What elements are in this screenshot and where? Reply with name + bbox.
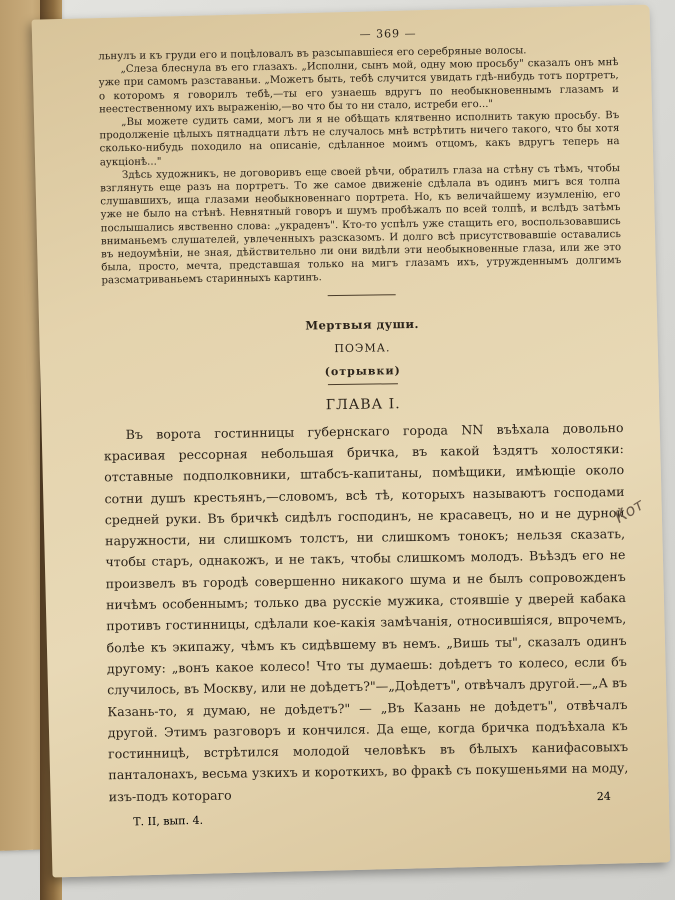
section-title: Мертвыя души. — [305, 316, 420, 333]
paragraph: Здѣсь художникъ, не договоривъ еще своей рѣчи, обратилъ глаза на стѣну съ тѣмъ, чтобы взглянуть еще разъ на портретъ. То же самое движеніе сдѣлала въ одинъ мигъ вся толпа слушавшихъ, ища глазами необыкновеннаго портрета. Но, къ величайшему изумленію, его уже не было на стѣнѣ. Невнятный говоръ и шумъ пробѣжалъ по всей толпѣ, и вслѣдъ затѣмъ послышались явственно слова: „украденъ". Кто-то успѣлъ уже стащить его, воспользовавшись вниманьемъ слушателей, увлеченныхъ разсказомъ. И долго всѣ присутствовавшіе оставались въ недоумѣніи, не зная, дѣйствительно ли они видѣли эти необыкновенные глаза, или же это была, просто, мечта, представшая только на мигъ глазамъ ихъ, утружденнымъ долгимъ разсматриваньемъ старинныхъ картинъ. — [100, 162, 622, 287]
title-divider — [328, 383, 398, 385]
pencil-annotation: Кот — [611, 494, 647, 527]
paragraph: „Слеза блеснула въ его глазахъ. „Исполни, сынъ мой, одну мою просьбу" сказалъ онъ мнѣ уже при самомъ разставаньи. „Можетъ быть, тебѣ случится увидать гдѣ-нибудь тотъ портретъ, о которомъ я говорилъ тебѣ,—ты его узнаешь вдругъ по необыкновеннымъ глазамъ и неестественному ихъ выраженію,—во что бы то ни стало, истреби его..." — [98, 57, 619, 116]
volume-label: Т. II, вып. 4. — [133, 813, 204, 829]
signature-number: 24 — [596, 789, 611, 804]
page-content — [98, 24, 629, 807]
book-page — [32, 5, 671, 878]
chapter-paragraph: Въ ворота гостинницы губернскаго города NN въѣхала довольно красивая рессорная небольшая бричка, въ какой ѣздятъ холостяки: отставные подполковники, штабсъ-капитаны, помѣщики, имѣющіе около сотни душъ крестьянъ,—словомъ, всѣ тѣ, которыхъ называютъ господами средней руки. Въ бричкѣ сидѣлъ господинъ, не красавецъ, но и не дурной наружности, ни слишкомъ толстъ, ни слишкомъ тонокъ; нельзя сказать, чтобы старъ, однакожъ, и не такъ, чтобы слишкомъ молодъ. Въѣздъ его не произвелъ въ городѣ совершенно никакого шума и не былъ сопровожденъ ничѣмъ особеннымъ; только два русскіе мужика, стоявшіе у дверей кабака противъ гостинницы, сдѣлали кое-какія замѣчанія, относившіяся, впрочемъ, болѣе къ экипажу, чѣмъ къ сидѣвшему въ немъ. „Вишь ты", сказалъ одинъ другому: „вонъ какое колесо! Что ты думаешь: доѣдетъ то колесо, если бъ случилось, въ Москву, или не доѣдетъ?"—„Доѣдетъ", отвѣчалъ другой.—„А въ Казань-то, я думаю, не доѣдетъ?" — „Въ Казань не доѣдетъ", отвѣчалъ другой. Этимъ разговоръ и кончился. Да еще, когда бричка подъѣхала къ гостинницѣ, встрѣтился молодой человѣкъ въ бѣлыхъ канифасовыхъ панталонахъ, весьма узкихъ и короткихъ, во фракѣ съ покушеньями на моду, изъ-подъ котораго — [103, 419, 629, 804]
page-number: — 369 — — [359, 26, 417, 41]
fragment-label: (отрывки) — [324, 363, 401, 378]
paragraph: „Вы можете судить сами, могъ ли я не обѣщать клятвенно исполнить такую просьбу. Въ продолженіе цѣлыхъ пятнадцати лѣтъ не случалось мнѣ встрѣтить ничего такого, что бы хотя сколько-нибудь походило на описаніе, сдѣланное моимъ отцомъ, какъ вдругъ теперь на аукціонѣ..." — [99, 110, 620, 168]
chapter-text-block — [103, 417, 628, 808]
genre-label: ПОЭМА. — [334, 340, 391, 355]
paragraph: льнулъ и къ груди его и поцѣловалъ въ разсыпавшіеся его серебряные волосы. — [98, 45, 527, 63]
section-divider — [328, 294, 396, 296]
upper-text-block — [98, 43, 621, 288]
chapter-title: ГЛАВА I. — [325, 395, 401, 413]
